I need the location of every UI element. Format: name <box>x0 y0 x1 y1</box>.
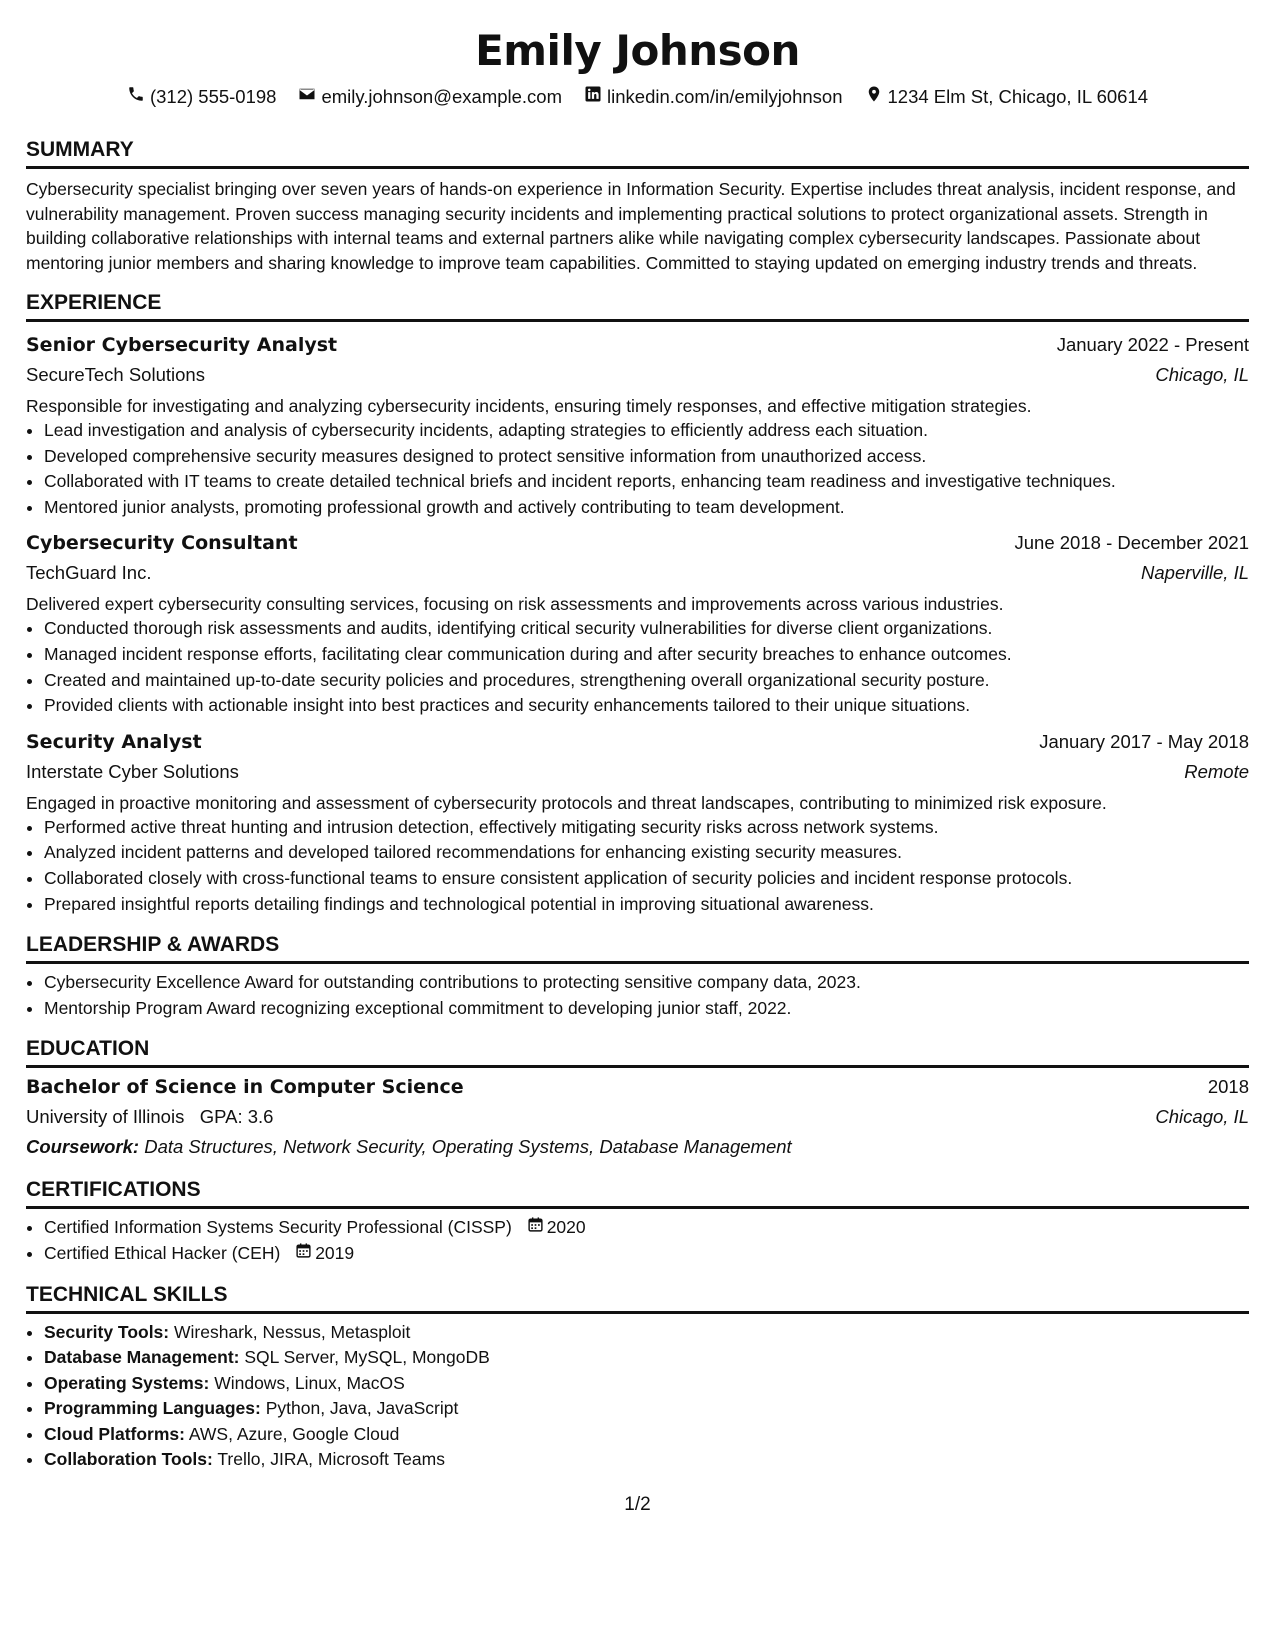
certifications-section <box>26 1176 1249 1266</box>
list-item: • Developed comprehensive security measures designed to protect sensitive information from unauthorized access. <box>44 444 1249 470</box>
coursework-line <box>26 1132 1249 1162</box>
job-description: Delivered expert cybersecurity consulting services, focusing on risk assessments and improvements across various industries. <box>26 594 1004 615</box>
contact-bar <box>26 84 1249 110</box>
gpa: GPA: 3.6 <box>199 1106 274 1128</box>
summary-section <box>26 136 1249 275</box>
job-dates: January 2022 - Present <box>1056 334 1249 355</box>
skill-value: Trello, JIRA, Microsoft Teams <box>217 1449 445 1470</box>
job-entry <box>26 330 1249 520</box>
contact-linkedin[interactable]: linkedin.com/in/emilyjohnson <box>584 84 842 110</box>
skill-label: Programming Languages: <box>44 1398 261 1419</box>
list-item: • Prepared insightful reports detailing findings and technological potential in improving situational awareness. <box>44 892 1249 918</box>
list-item: • Collaborated closely with cross-functional teams to ensure consistent application of security policies and incident response protocols. <box>44 866 1249 892</box>
job-bullets <box>26 616 1249 718</box>
section-title: CERTIFICATIONS <box>26 1176 1249 1209</box>
skill-value: Python, Java, JavaScript <box>265 1398 459 1419</box>
job-location: Chicago, IL <box>1155 364 1249 385</box>
skill-value: Wireshark, Nessus, Metasploit <box>174 1321 411 1342</box>
contact-email[interactable]: emily.johnson@example.com <box>298 84 562 110</box>
list-item: • Performed active threat hunting and intrusion detection, effectively mitigating security risks across network systems. <box>44 815 1249 841</box>
section-title: LEADERSHIP & AWARDS <box>26 931 1249 964</box>
envelope-icon <box>298 84 316 110</box>
job-entry <box>26 727 1249 917</box>
contact-address: 1234 Elm St, Chicago, IL 60614 <box>865 84 1149 110</box>
list-item <box>44 1241 1249 1267</box>
leadership-list <box>26 970 1249 1021</box>
degree: Bachelor of Science in Computer Science <box>26 1076 464 1099</box>
job-role: Senior Cybersecurity Analyst <box>26 334 338 356</box>
job-description: Engaged in proactive monitoring and assessment of cybersecurity protocols and threat landscapes, contributing to minimized risk exposure. <box>26 792 1107 813</box>
leadership-section <box>26 931 1249 1021</box>
education-section <box>26 1035 1249 1162</box>
skill-value: Windows, Linux, MacOS <box>214 1372 405 1393</box>
job-entry <box>26 528 1249 718</box>
skill-label: Cloud Platforms: <box>44 1423 185 1444</box>
section-title: SUMMARY <box>26 136 1249 169</box>
cert-year: 2020 <box>546 1217 586 1238</box>
summary-text: Cybersecurity specialist bringing over seven years of hands-on experience in Information Security. Expertise includes threat analysis, incident response, and vulnerability management. Proven success managing security incidents and implementing practical solutions to protect organizational assets. Strength in building collaborative relationships with internal teams and external partners alike while navigating complex cybersecurity landscapes. Passionate about mentoring junior members and sharing knowledge to improve team capabilities. Committed to staying updated on emerging industry trends and threats. <box>26 179 1236 273</box>
list-item: • Created and maintained up-to-date security policies and procedures, strengthening overall organizational security posture. <box>44 668 1249 694</box>
job-description: Responsible for investigating and analyzing cybersecurity incidents, ensuring timely responses, and effective mitigation strategies. <box>26 396 1032 416</box>
school-name: University of Illinois <box>26 1106 185 1128</box>
coursework-label: Coursework: <box>26 1136 140 1158</box>
list-item: • Collaborated with IT teams to create detailed technical briefs and incident reports, enhancing team readiness and investigative techniques. <box>44 469 1249 495</box>
list-item <box>44 1371 1249 1397</box>
list-item: • Conducted thorough risk assessments and audits, identifying critical security vulnerabilities for diverse client organizations. <box>44 616 1249 642</box>
skill-label: Collaboration Tools: <box>44 1449 213 1470</box>
list-item: • Lead investigation and analysis of cybersecurity incidents, adapting strategies to efficiently address each situation. <box>44 418 1249 444</box>
section-title: EDUCATION <box>26 1035 1249 1068</box>
school-location: Chicago, IL <box>1155 1106 1249 1128</box>
job-location: Remote <box>1184 760 1249 782</box>
job-dates: January 2017 - May 2018 <box>1039 730 1249 752</box>
list-item: • Analyzed incident patterns and developed tailored recommendations for enhancing existing security measures. <box>44 840 1249 866</box>
experience-section <box>26 289 1249 917</box>
job-bullets <box>26 418 1249 520</box>
map-pin-icon <box>865 84 883 110</box>
list-item <box>44 1345 1249 1371</box>
contact-phone: (312) 555-0198 <box>127 84 277 110</box>
skills-section <box>26 1281 1249 1474</box>
list-item <box>44 1320 1249 1346</box>
candidate-name: Emily Johnson <box>475 26 800 75</box>
cert-year: 2019 <box>315 1242 355 1263</box>
list-item <box>44 1447 1249 1473</box>
list-item: • Mentored junior analysts, promoting professional growth and actively contributing to team development. <box>44 495 1249 521</box>
cert-name: Certified Ethical Hacker (CEH) <box>44 1242 281 1263</box>
list-item: • Mentorship Program Award recognizing exceptional commitment to developing junior staff, 2022. <box>44 996 1249 1022</box>
list-item <box>44 1422 1249 1448</box>
skill-value: AWS, Azure, Google Cloud <box>188 1423 400 1444</box>
calendar-icon <box>295 1241 312 1267</box>
linkedin-icon <box>584 84 602 110</box>
job-role: Cybersecurity Consultant <box>26 532 298 555</box>
list-item: • Provided clients with actionable insight into best practices and security enhancements tailored to their unique situations. <box>44 693 1249 719</box>
graduation-year: 2018 <box>1207 1076 1249 1098</box>
cert-name: Certified Information Systems Security Professional (CISSP) <box>44 1217 512 1238</box>
skill-label: Security Tools: <box>44 1321 170 1342</box>
list-item: • Managed incident response efforts, facilitating clear communication during and after security breaches to enhance outcomes. <box>44 642 1249 668</box>
job-dates: June 2018 - December 2021 <box>1014 532 1249 554</box>
list-item <box>44 1396 1249 1422</box>
job-bullets <box>26 815 1249 917</box>
list-item: • Cybersecurity Excellence Award for outstanding contributions to protecting sensitive company data, 2023. <box>44 970 1249 996</box>
coursework-list: Data Structures, Network Security, Operating Systems, Database Management <box>144 1136 792 1158</box>
list-item <box>44 1215 1249 1241</box>
skills-list <box>26 1320 1249 1474</box>
page-number: 1/2 <box>624 1494 651 1515</box>
calendar-icon <box>527 1215 544 1241</box>
job-location: Naperville, IL <box>1141 562 1249 584</box>
resume-page <box>26 0 1249 1473</box>
job-company: SecureTech Solutions <box>26 364 205 385</box>
skill-label: Operating Systems: <box>44 1372 210 1393</box>
job-role: Security Analyst <box>26 730 202 753</box>
job-company: Interstate Cyber Solutions <box>26 760 239 782</box>
certifications-list <box>26 1215 1249 1266</box>
job-company: TechGuard Inc. <box>26 562 152 584</box>
section-title: TECHNICAL SKILLS <box>26 1281 1249 1314</box>
phone-icon <box>127 84 145 110</box>
skill-value: SQL Server, MySQL, MongoDB <box>244 1347 490 1368</box>
school-line <box>26 1102 273 1132</box>
skill-label: Database Management: <box>44 1347 240 1368</box>
section-title: EXPERIENCE <box>26 289 1249 322</box>
